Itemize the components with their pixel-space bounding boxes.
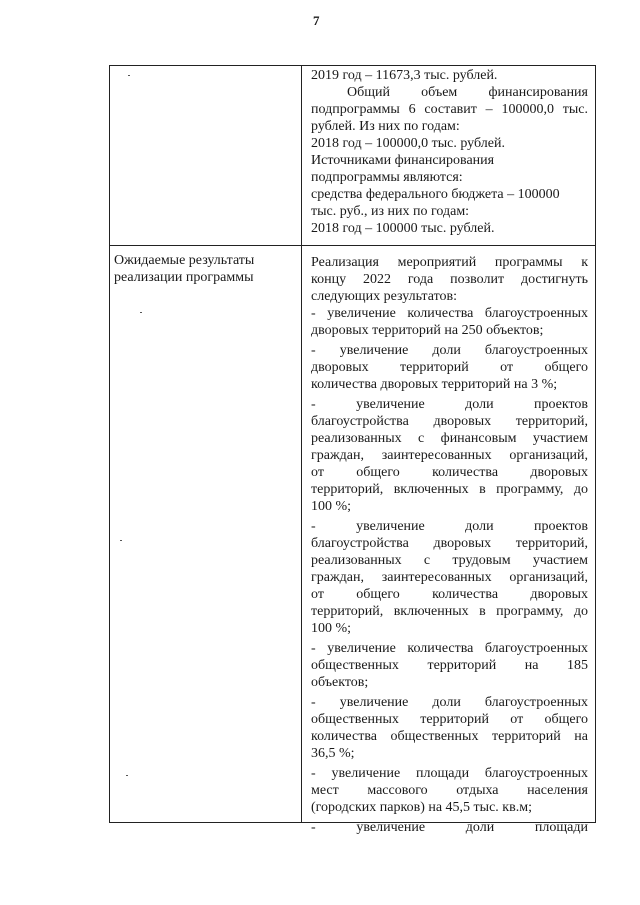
funding-line: средства федерального бюджета – 100000: [311, 187, 560, 202]
funding-line: 2018 год – 100000,0 тыс. рублей.: [311, 136, 505, 151]
scan-speck: [128, 75, 130, 76]
result-line: территорий, включенных в программу, до: [311, 604, 588, 619]
funding-cell: [311, 67, 588, 237]
scan-speck: [120, 540, 122, 541]
funding-line: подпрограммы являются:: [311, 170, 463, 185]
result-line: территорий, включенных в программу, до: [311, 482, 588, 497]
result-item: [311, 305, 588, 339]
result-item: [311, 694, 588, 762]
table-border-right: [595, 65, 596, 823]
result-line: - увеличение доли благоустроенных: [311, 343, 588, 358]
result-line: - увеличение количества благоустроенных: [311, 306, 588, 321]
scan-speck: [126, 775, 128, 776]
result-line: 100 %;: [311, 499, 352, 514]
result-line: общественных территорий на 185: [311, 658, 588, 673]
results-list: [311, 305, 588, 836]
result-item: [311, 518, 588, 637]
result-item: [311, 640, 588, 691]
result-line: граждан, заинтересованных организаций,: [311, 570, 588, 585]
funding-line: Общий объем финансирования: [347, 85, 588, 100]
result-line: дворовых территорий на 250 объектов;: [311, 323, 544, 338]
table-row-divider: [109, 245, 596, 246]
results-heading-line: Ожидаемые результаты: [114, 253, 255, 268]
result-line: - увеличение доли благоустроенных: [311, 695, 588, 710]
result-line: - увеличение количества благоустроенных: [311, 641, 588, 656]
intro-line: следующих результатов:: [311, 289, 458, 304]
intro-line: Реализация мероприятий программы к: [311, 255, 588, 270]
result-line: реализованных с трудовым участием: [311, 553, 588, 568]
result-item: [311, 396, 588, 515]
result-line: благоустройства дворовых территорий,: [311, 414, 588, 429]
scan-speck: [140, 312, 142, 313]
funding-line: подпрограммы 6 составит – 100000,0 тыс.: [311, 102, 588, 117]
result-line: мест массового отдыха населения: [311, 783, 588, 798]
results-cell: [311, 254, 588, 836]
result-item: [311, 765, 588, 816]
result-line: 36,5 %;: [311, 746, 355, 761]
result-line: - увеличение доли площади: [311, 820, 588, 835]
result-item: [311, 819, 588, 836]
result-line: реализованных с финансовым участием: [311, 431, 588, 446]
result-line: 100 %;: [311, 621, 352, 636]
table-border-left: [109, 65, 110, 823]
result-line: от общего количества дворовых: [311, 587, 588, 602]
table-border-top: [109, 65, 596, 66]
funding-line: рублей. Из них по годам:: [311, 119, 460, 134]
results-heading: [114, 252, 294, 286]
funding-line: Источниками финансирования: [311, 153, 495, 168]
table-column-divider: [301, 65, 302, 823]
intro-line: концу 2022 года позволит достигнуть: [311, 272, 588, 287]
result-item: [311, 342, 588, 393]
result-line: - увеличение площади благоустроенных: [311, 766, 588, 781]
result-line: благоустройства дворовых территорий,: [311, 536, 588, 551]
result-line: объектов;: [311, 675, 369, 690]
result-line: от общего количества дворовых: [311, 465, 588, 480]
result-line: дворовых территорий от общего: [311, 360, 588, 375]
result-line: - увеличение доли проектов: [311, 519, 588, 534]
result-line: количества общественных территорий на: [311, 729, 588, 744]
funding-line: 2018 год – 100000 тыс. рублей.: [311, 221, 495, 236]
result-line: - увеличение доли проектов: [311, 397, 588, 412]
result-line: количества дворовых территорий на 3 %;: [311, 377, 558, 392]
page-number: 7: [313, 13, 320, 28]
result-line: общественных территорий от общего: [311, 712, 588, 727]
result-line: граждан, заинтересованных организаций,: [311, 448, 588, 463]
results-heading-line: реализации программы: [114, 270, 254, 285]
funding-line: 2019 год – 11673,3 тыс. рублей.: [311, 68, 498, 83]
funding-line: тыс. руб., из них по годам:: [311, 204, 470, 219]
result-line: (городских парков) на 45,5 тыс. кв.м;: [311, 800, 532, 815]
